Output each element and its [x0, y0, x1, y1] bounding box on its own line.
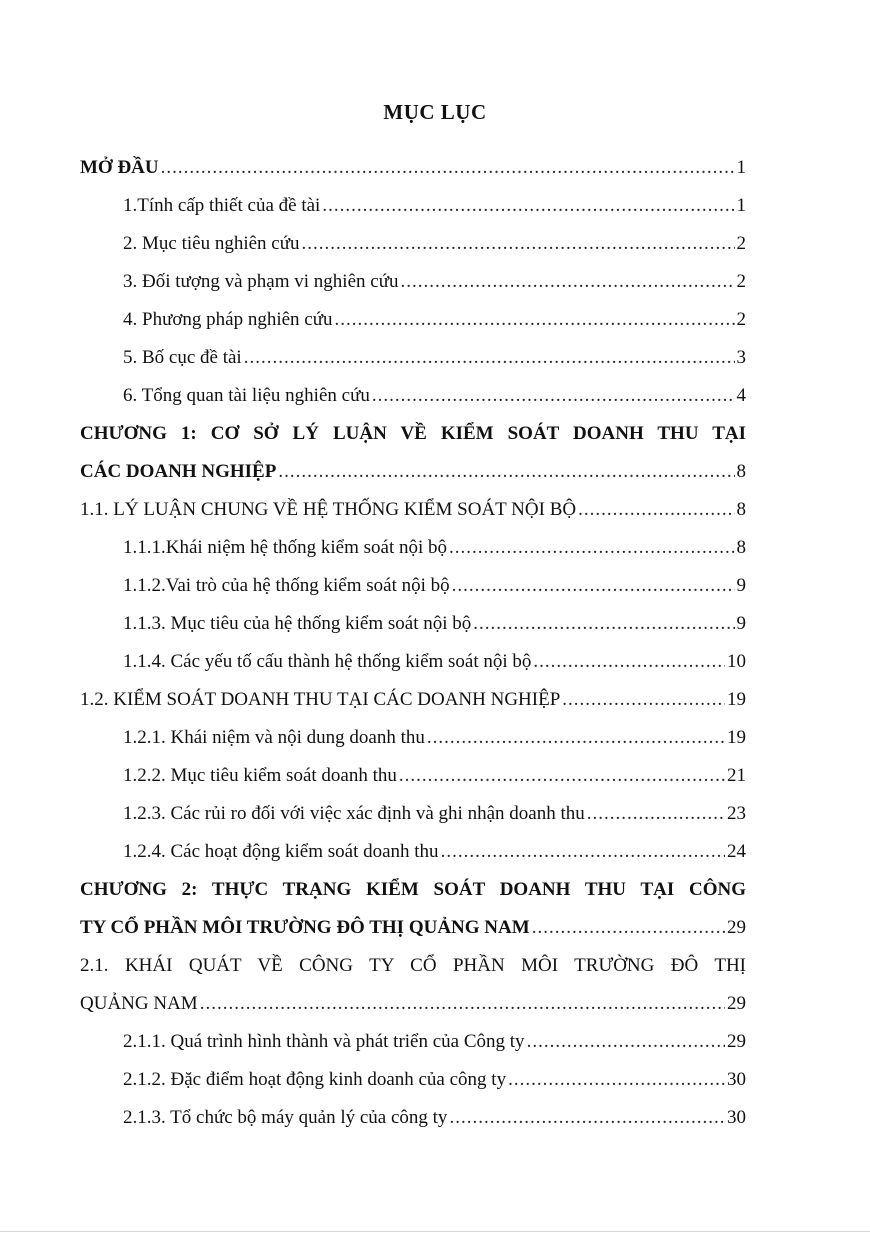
toc-entry[interactable] [80, 643, 746, 681]
toc-entry-label: 2.1. KHÁI QUÁT VỀ CÔNG TY CỔ PHẦN MÔI TRƯỜNG ĐÔ THỊ [80, 955, 746, 976]
toc-entry-label: 3. Đối tượng và phạm vi nghiên cứu [123, 271, 399, 292]
toc-entry-page-number: 23 [727, 803, 746, 824]
toc-entry-page-number: 3 [736, 347, 746, 368]
toc-leader-dots [427, 719, 725, 757]
toc-entry[interactable] [80, 719, 746, 757]
toc-entry-label: QUẢNG NAM [80, 993, 198, 1014]
toc-entry-page-number: 2 [736, 309, 746, 330]
toc-entry[interactable] [80, 871, 746, 909]
toc-entry-label: 1.2. KIỂM SOÁT DOANH THU TẠI CÁC DOANH NGHIỆP [80, 689, 561, 710]
toc-entry-page-number: 8 [736, 461, 746, 482]
toc-entry-page-number: 30 [727, 1107, 746, 1128]
toc-leader-dots [302, 225, 735, 263]
toc-leader-dots [508, 1061, 725, 1099]
toc-entry-label: MỞ ĐẦU [80, 157, 159, 178]
toc-entry-page-number: 1 [736, 195, 746, 216]
toc-entry[interactable] [80, 149, 746, 187]
toc-entry-page-number: 21 [727, 765, 746, 786]
toc-entry[interactable] [80, 795, 746, 833]
toc-leader-dots [452, 567, 735, 605]
toc-entry-label: 2.1.3. Tổ chức bộ máy quản lý của công ty [123, 1107, 448, 1128]
toc-entry[interactable] [80, 833, 746, 871]
toc-entry-label: 5. Bố cục đề tài [123, 347, 242, 368]
toc-entry-label: 1.2.1. Khái niệm và nội dung doanh thu [123, 727, 425, 748]
toc-leader-dots [372, 377, 735, 415]
toc-entry-label: 2.1.1. Quá trình hình thành và phát triển của Công ty [123, 1031, 525, 1052]
toc-entry-page-number: 4 [736, 385, 746, 406]
toc-leader-dots [401, 263, 735, 301]
toc-entry-label: 4. Phương pháp nghiên cứu [123, 309, 333, 330]
toc-entry[interactable] [80, 1061, 746, 1099]
toc-leader-dots [578, 491, 734, 529]
toc-entry-page-number: 10 [727, 651, 746, 672]
toc-entry-label: 1.1. LÝ LUẬN CHUNG VỀ HỆ THỐNG KIỂM SOÁT NỘI BỘ [80, 499, 577, 520]
toc-entry-page-number: 29 [727, 993, 746, 1014]
toc-entry-page-number: 8 [736, 499, 746, 520]
toc-entry-page-number: 24 [727, 841, 746, 862]
toc-entry-page-number: 29 [727, 1031, 746, 1052]
toc-entry-label: 1.2.2. Mục tiêu kiểm soát doanh thu [123, 765, 397, 786]
toc-entry-page-number: 19 [727, 727, 746, 748]
toc-entry-page-number: 8 [736, 537, 746, 558]
toc-entry-label: 6. Tổng quan tài liệu nghiên cứu [123, 385, 370, 406]
toc-leader-dots [278, 453, 734, 491]
toc-entry-label: 1.1.2.Vai trò của hệ thống kiểm soát nội bộ [123, 575, 450, 596]
toc-entry[interactable] [80, 225, 746, 263]
toc-entry-label: 2.1.2. Đặc điểm hoạt động kinh doanh của công ty [123, 1069, 507, 1090]
page-title: MỤC LỤC [383, 100, 487, 124]
toc-entry[interactable] [80, 301, 746, 339]
toc-entry-page-number: 2 [736, 233, 746, 254]
toc-entry[interactable] [80, 187, 746, 225]
table-of-contents [80, 149, 746, 1137]
toc-leader-dots [562, 681, 725, 719]
toc-entry-label: 1.1.3. Mục tiêu của hệ thống kiểm soát nội bộ [123, 613, 472, 634]
toc-leader-dots [161, 149, 735, 187]
toc-leader-dots [399, 757, 725, 795]
toc-entry[interactable] [80, 567, 746, 605]
toc-entry[interactable] [80, 757, 746, 795]
toc-leader-dots [449, 1099, 725, 1137]
toc-entry[interactable] [80, 909, 746, 947]
toc-entry-page-number: 1 [736, 157, 746, 178]
toc-entry[interactable] [80, 491, 746, 529]
toc-entry[interactable] [80, 1099, 746, 1137]
toc-entry-page-number: 9 [736, 575, 746, 596]
toc-entry[interactable] [80, 377, 746, 415]
toc-leader-dots [441, 833, 725, 871]
toc-leader-dots [200, 985, 725, 1023]
toc-entry-label: 1.1.4. Các yếu tố cấu thành hệ thống kiểm soát nội bộ [123, 651, 532, 672]
toc-entry-label: 1.2.4. Các hoạt động kiểm soát doanh thu [123, 841, 439, 862]
toc-entry[interactable] [80, 415, 746, 453]
toc-leader-dots [587, 795, 725, 833]
toc-entry-label: CHƯƠNG 1: CƠ SỞ LÝ LUẬN VỀ KIỂM SOÁT DOANH THU TẠI [80, 423, 746, 444]
page-bottom-edge [0, 1231, 870, 1232]
toc-entry-page-number: 9 [736, 613, 746, 634]
toc-entry[interactable] [80, 263, 746, 301]
toc-leader-dots [527, 1023, 725, 1061]
toc-entry-page-number: 2 [736, 271, 746, 292]
toc-entry-label: 1.Tính cấp thiết của đề tài [123, 195, 321, 216]
toc-entry-page-number: 29 [727, 917, 746, 938]
toc-entry[interactable] [80, 681, 746, 719]
toc-leader-dots [473, 605, 734, 643]
toc-entry-page-number: 19 [727, 689, 746, 710]
toc-entry-label: TY CỔ PHẦN MÔI TRƯỜNG ĐÔ THỊ QUẢNG NAM [80, 917, 530, 938]
toc-entry[interactable] [80, 947, 746, 985]
toc-entry[interactable] [80, 529, 746, 567]
toc-entry[interactable] [80, 985, 746, 1023]
toc-entry[interactable] [80, 605, 746, 643]
toc-entry[interactable] [80, 453, 746, 491]
toc-entry[interactable] [80, 1023, 746, 1061]
toc-entry-label: CÁC DOANH NGHIỆP [80, 461, 277, 482]
toc-leader-dots [533, 643, 725, 681]
toc-entry-label: 1.1.1.Khái niệm hệ thống kiểm soát nội bộ [123, 537, 448, 558]
toc-entry[interactable] [80, 339, 746, 377]
toc-leader-dots [532, 909, 725, 947]
toc-entry-label: 1.2.3. Các rủi ro đối với việc xác định và ghi nhận doanh thu [123, 803, 585, 824]
toc-leader-dots [449, 529, 734, 567]
toc-leader-dots [322, 187, 734, 225]
toc-entry-label: 2. Mục tiêu nghiên cứu [123, 233, 300, 254]
toc-leader-dots [244, 339, 735, 377]
toc-entry-label: CHƯƠNG 2: THỰC TRẠNG KIỂM SOÁT DOANH THU TẠI CÔNG [80, 879, 746, 900]
toc-entry-page-number: 30 [727, 1069, 746, 1090]
toc-leader-dots [335, 301, 735, 339]
